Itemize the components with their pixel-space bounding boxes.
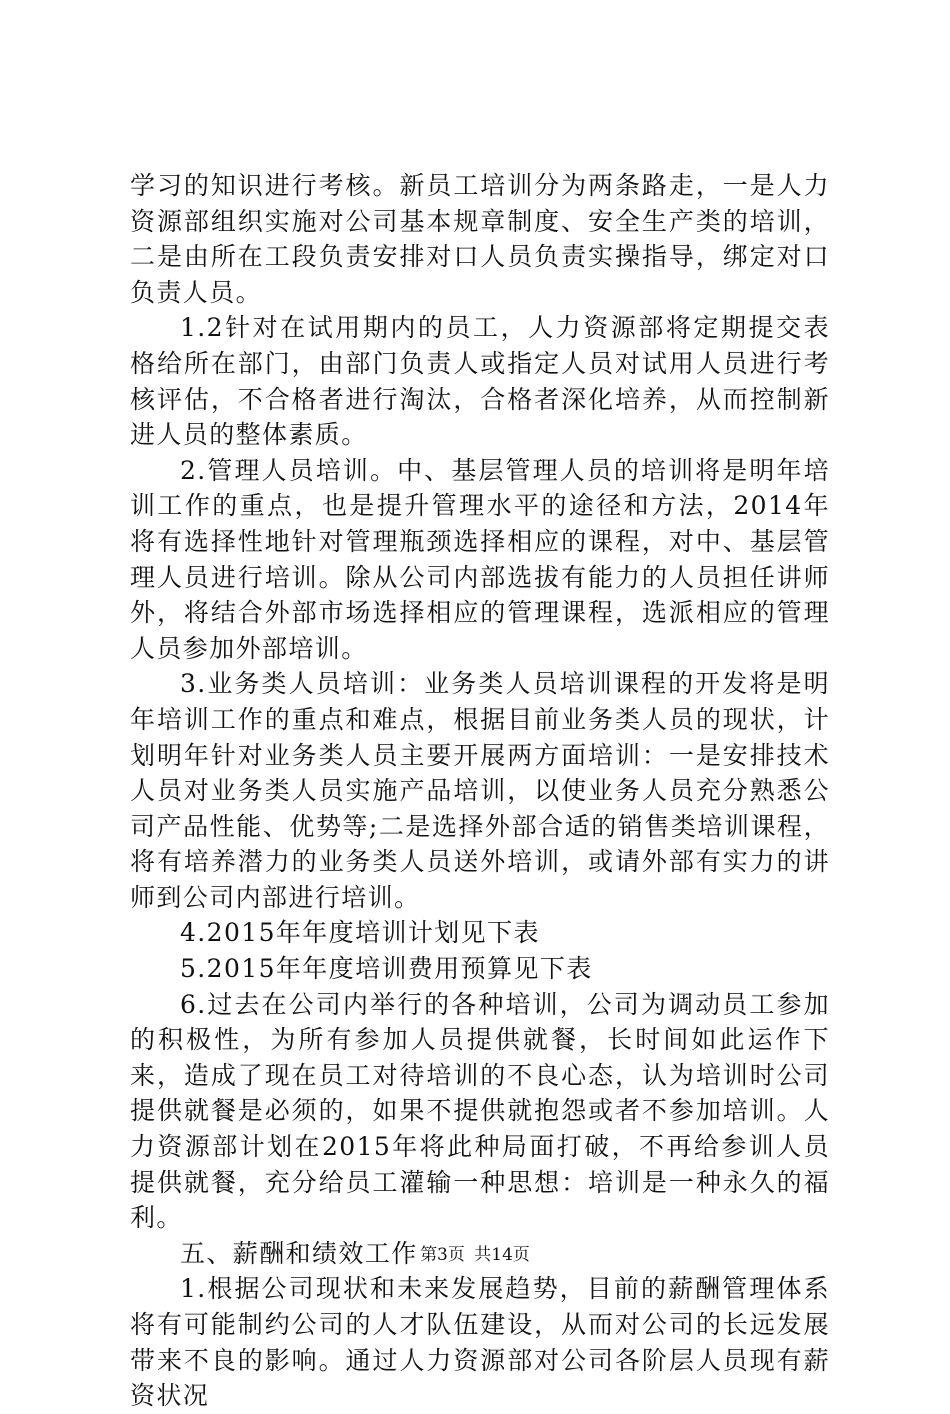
paragraph-7: 6.过去在公司内举行的各种培训，公司为调动员工参加的积极性，为所有参加人员提供就餐，长时间如此运作下来，造成了现在员工对待培训的不良心态，认为培训时公司提供就餐是必须的，如果不提供就抱怨或者不参加培训。人力资源部计划在2015年将此种局面打破，不再给参训人员提供就餐，充分给员工灌输一种思想：培训是一种永久的福利。 xyxy=(130,989,830,1233)
paragraph-6: 5.2015年年度培训费用预算见下表 xyxy=(180,954,593,984)
section-heading: 五、薪酬和绩效工作 xyxy=(180,1238,418,1268)
paragraph-2: 1.2针对在试用期内的员工，人力资源部将定期提交表格给所在部门，由部门负责人或指定人员对试用人员进行考核评估，不合格者进行淘汰，合格者深化培养，从而控制新进人员的整体素质。 xyxy=(130,313,830,450)
paragraph-4: 3.业务类人员培训：业务类人员培训课程的开发将是明年培训工作的重点和难点，根据目前业务类人员的现状，计划明年针对业务类人员主要开展两方面培训：一是安排技术人员对业务类人员实施产品培训，以使业务人员充分熟悉公司产品性能、优势等;二是选择外部合适的销售类培训课程，将有培养潜力的业务类人员送外培训，或请外部有实力的讲师到公司内部进行培训。 xyxy=(130,669,830,912)
paragraph-1: 学习的知识进行考核。新员工培训分为两条路走，一是人力资源部组织实施对公司基本规章制度、安全生产类的培训，二是由所在工段负责安排对口人员负责实操指导，绑定对口负责人员。 xyxy=(130,171,830,307)
paragraph-5: 4.2015年年度培训计划见下表 xyxy=(180,918,540,948)
page-footer xyxy=(0,1244,950,1266)
document-body xyxy=(130,168,830,1414)
paragraph-9: 1.根据公司现状和未来发展趋势，目前的薪酬管理体系将有可能制约公司的人才队伍建设，从而对公司的长远发展带来不良的影响。通过人力资源部对公司各阶层人员现有薪资状况 xyxy=(130,1274,830,1411)
page-total: 共14页 xyxy=(474,1245,530,1265)
paragraph-3: 2.管理人员培训。中、基层管理人员的培训将是明年培训工作的重点，也是提升管理水平的途径和方法，2014年将有选择性地针对管理瓶颈选择相应的课程，对中、基层管理人员进行培训。除从公司内部选拔有能力的人员担任讲师外，将结合外部市场选择相应的管理课程，选派相应的管理人员参加外部培训。 xyxy=(130,455,830,663)
page-number: 第3页 xyxy=(420,1245,465,1265)
